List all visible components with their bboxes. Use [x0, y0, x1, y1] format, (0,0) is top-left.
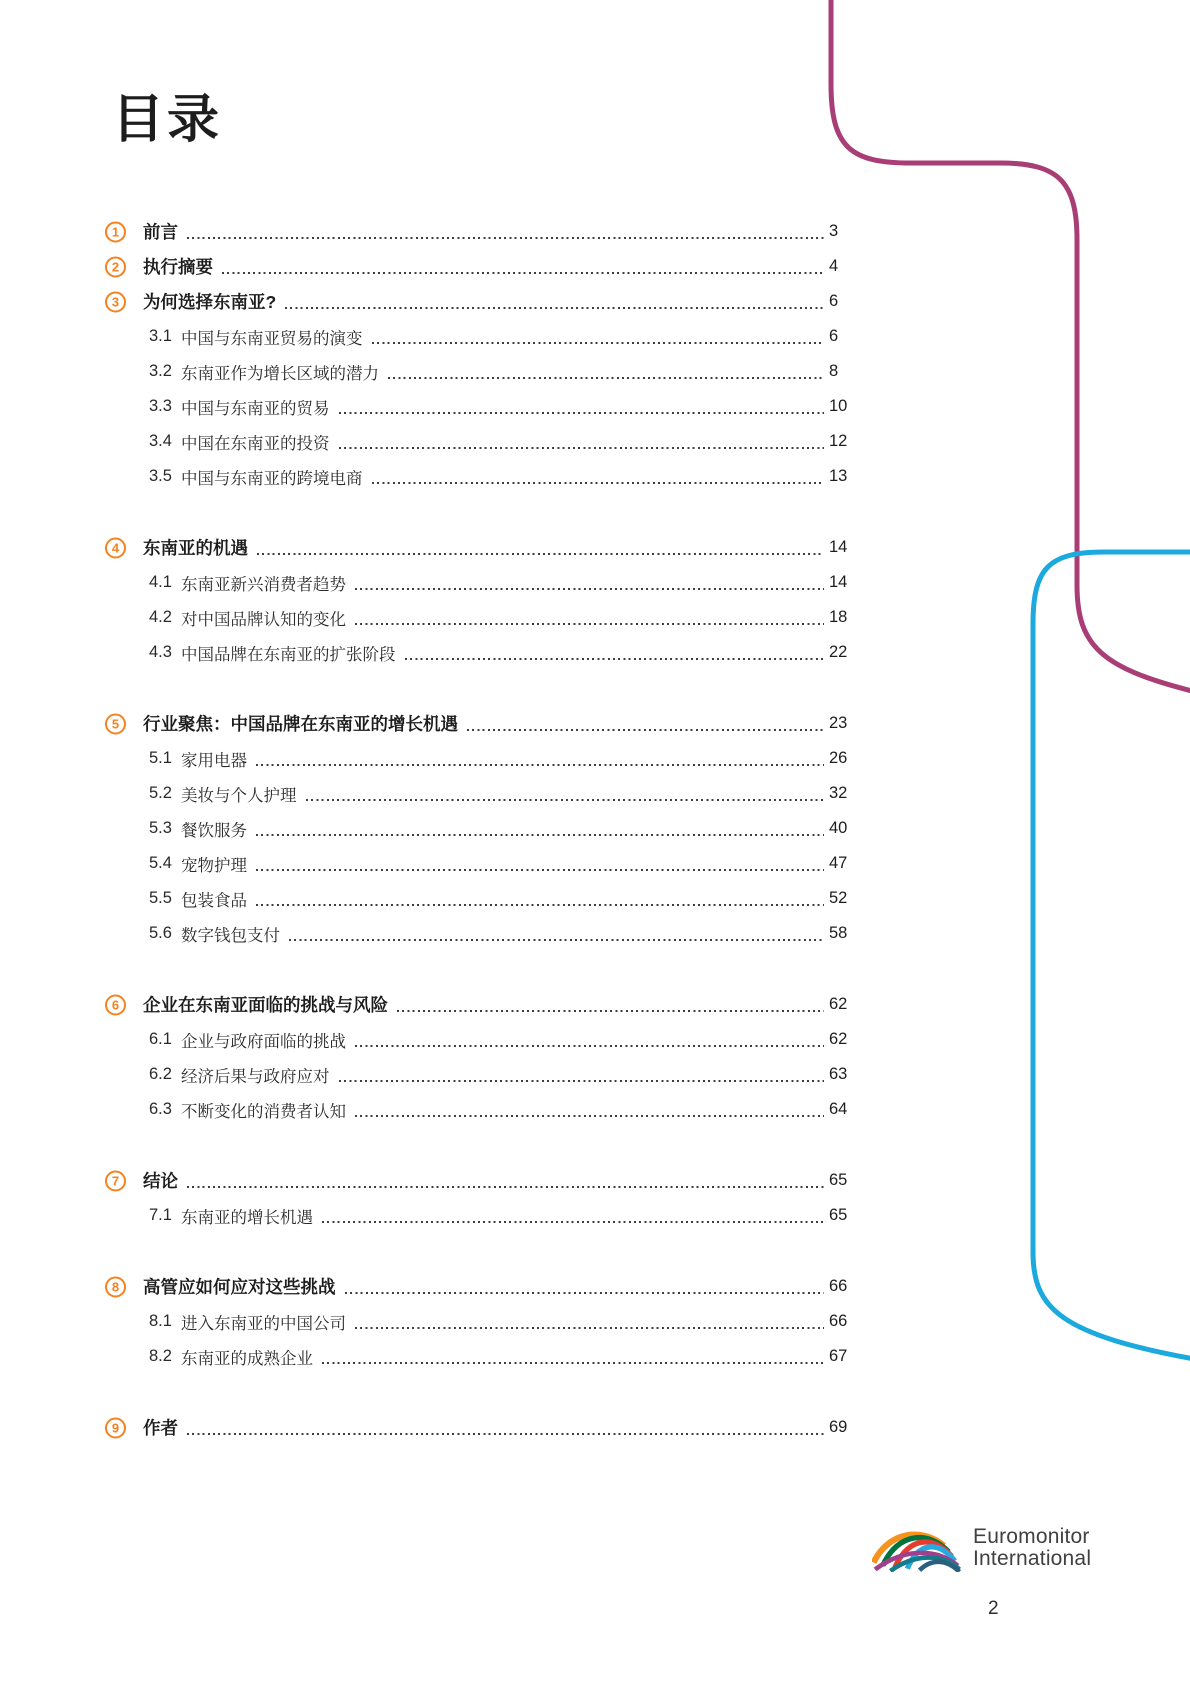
section-label: 结论: [143, 1171, 178, 1191]
subsection-label: 企业与政府面临的挑战: [181, 1032, 346, 1051]
magenta-curve: [831, 0, 1190, 693]
subsection-number: 6.3: [149, 1100, 172, 1118]
toc-entry-8[interactable]: [111, 1269, 859, 1304]
dot-leader: [187, 237, 824, 239]
subsection-label: 中国在东南亚的投资: [181, 434, 330, 453]
dot-leader: [339, 1080, 825, 1082]
dot-leader: [372, 342, 825, 344]
dot-leader: [289, 939, 824, 941]
subsection-number: 3.4: [149, 432, 172, 450]
subsection-label: 餐饮服务: [181, 821, 247, 840]
toc-entry-3.2[interactable]: [143, 354, 859, 389]
toc-entry-6.2[interactable]: [143, 1057, 859, 1092]
subsection-label: 数字钱包支付: [181, 926, 280, 945]
toc-section-2: [111, 249, 859, 284]
toc-entry-6.3[interactable]: [143, 1092, 859, 1127]
toc-section-8: [111, 1269, 859, 1374]
subsection-number: 6.1: [149, 1030, 172, 1048]
section-number-badge: 4: [105, 537, 126, 558]
toc-list: [111, 214, 859, 1445]
toc-entry-5.1[interactable]: [143, 741, 859, 776]
subsection-label: 宠物护理: [181, 856, 247, 875]
page-number: 6: [829, 327, 839, 345]
dot-leader: [339, 412, 825, 414]
page-number: 4: [829, 257, 839, 275]
subsection-number: 4.1: [149, 573, 172, 591]
subsection-label: 包装食品: [181, 891, 247, 910]
toc-entry-7[interactable]: [111, 1163, 859, 1198]
toc-entry-5.6[interactable]: [143, 916, 859, 951]
section-label: 作者: [143, 1418, 178, 1438]
dot-leader: [187, 1186, 824, 1188]
subsection-number: 5.5: [149, 889, 172, 907]
section-number-badge: 9: [105, 1417, 126, 1438]
section-label: 高管应如何应对这些挑战: [143, 1277, 336, 1297]
dot-leader: [372, 482, 825, 484]
toc-entry-4[interactable]: [111, 530, 859, 565]
subsection-number: 7.1: [149, 1206, 172, 1224]
dot-leader: [388, 377, 824, 379]
dot-leader: [355, 1327, 824, 1329]
subsection-label: 进入东南亚的中国公司: [181, 1314, 346, 1333]
toc-entry-4.1[interactable]: [143, 565, 859, 600]
subsection-label: 对中国品牌认知的变化: [181, 610, 346, 629]
footer-logo: [872, 1524, 1091, 1572]
subsection-number: 5.1: [149, 749, 172, 767]
page-number: 66: [829, 1312, 848, 1330]
page-number: 14: [829, 538, 848, 556]
dot-leader: [306, 799, 825, 801]
subsection-number: 3.5: [149, 467, 172, 485]
toc-section-1: [111, 214, 859, 249]
page-number: 18: [829, 608, 848, 626]
dot-leader: [256, 834, 824, 836]
dot-leader: [405, 658, 825, 660]
toc-section-9: [111, 1410, 859, 1445]
page-number: 32: [829, 784, 848, 802]
dot-leader: [355, 1115, 824, 1117]
dot-leader: [187, 1433, 824, 1435]
dot-leader: [256, 869, 824, 871]
subsection-number: 4.2: [149, 608, 172, 626]
subsection-number: 3.2: [149, 362, 172, 380]
toc-entry-3.1[interactable]: [143, 319, 859, 354]
subsection-label: 中国品牌在东南亚的扩张阶段: [181, 645, 396, 664]
page-number: 62: [829, 1030, 848, 1048]
section-number-badge: 2: [105, 256, 126, 277]
toc-section-6: [111, 987, 859, 1127]
page-number: 65: [829, 1171, 848, 1189]
page-number: 26: [829, 749, 848, 767]
section-number-badge: 8: [105, 1276, 126, 1297]
subsection-number: 5.6: [149, 924, 172, 942]
dot-leader: [467, 729, 824, 731]
page-number: 22: [829, 643, 848, 661]
dot-leader: [322, 1362, 824, 1364]
page-number: 13: [829, 467, 848, 485]
toc-entry-3.3[interactable]: [143, 389, 859, 424]
page-number: 58: [829, 924, 848, 942]
folio-page-number: 2: [988, 1598, 999, 1619]
dot-leader: [355, 588, 824, 590]
subsection-label: 不断变化的消费者认知: [181, 1102, 346, 1121]
subsection-label: 经济后果与政府应对: [181, 1067, 330, 1086]
toc-entry-5.2[interactable]: [143, 776, 859, 811]
page-number: 66: [829, 1277, 848, 1295]
subsection-number: 5.4: [149, 854, 172, 872]
euromonitor-globe-arcs-icon: [872, 1524, 964, 1572]
page-number: 10: [829, 397, 848, 415]
section-number-badge: 3: [105, 291, 126, 312]
toc-entry-8.1[interactable]: [143, 1304, 859, 1339]
dot-leader: [339, 447, 825, 449]
toc-entry-8.2[interactable]: [143, 1339, 859, 1374]
subsection-label: 美妆与个人护理: [181, 786, 297, 805]
toc-entry-6.1[interactable]: [143, 1022, 859, 1057]
page-number: 63: [829, 1065, 848, 1083]
page-number: 3: [829, 222, 839, 240]
page-number: 40: [829, 819, 848, 837]
toc-entry-4.2[interactable]: [143, 600, 859, 635]
toc-entry-4.3[interactable]: [143, 635, 859, 670]
toc-entry-1[interactable]: [111, 214, 859, 249]
section-label: 企业在东南亚面临的挑战与风险: [143, 995, 388, 1015]
page-number: 67: [829, 1347, 848, 1365]
page-number: 12: [829, 432, 848, 450]
section-number-badge: 5: [105, 713, 126, 734]
subsection-number: 5.2: [149, 784, 172, 802]
dot-leader: [222, 272, 824, 274]
toc-section-5: [111, 706, 859, 951]
section-label: 前言: [143, 222, 178, 242]
toc-entry-5.4[interactable]: [143, 846, 859, 881]
page-number: 6: [829, 292, 839, 310]
page-number: 52: [829, 889, 848, 907]
toc-entry-3.4[interactable]: [143, 424, 859, 459]
subsection-label: 东南亚作为增长区域的潜力: [181, 364, 379, 383]
page-number: 62: [829, 995, 848, 1013]
subsection-label: 中国与东南亚的贸易: [181, 399, 330, 418]
page-number: 69: [829, 1418, 848, 1436]
logo-line-1: Euromonitor: [973, 1525, 1090, 1548]
section-label: 为何选择东南亚?: [143, 292, 277, 312]
page-title: 目录: [112, 91, 223, 149]
subsection-label: 中国与东南亚贸易的演变: [181, 329, 363, 348]
toc-section-4: [111, 530, 859, 670]
subsection-label: 家用电器: [181, 751, 247, 770]
subsection-number: 3.3: [149, 397, 172, 415]
toc-entry-6[interactable]: [111, 987, 859, 1022]
section-label: 执行摘要: [143, 257, 213, 277]
toc-entry-5.5[interactable]: [143, 881, 859, 916]
subsection-label: 中国与东南亚的跨境电商: [181, 469, 363, 488]
page-number: 14: [829, 573, 848, 591]
subsection-number: 8.1: [149, 1312, 172, 1330]
cyan-curve: [1033, 552, 1190, 1360]
subsection-label: 东南亚新兴消费者趋势: [181, 575, 346, 594]
page-number: 64: [829, 1100, 848, 1118]
dot-leader: [397, 1010, 824, 1012]
section-number-badge: 1: [105, 221, 126, 242]
dot-leader: [285, 307, 824, 309]
page-number: 47: [829, 854, 848, 872]
toc-section-7: [111, 1163, 859, 1233]
subsection-number: 8.2: [149, 1347, 172, 1365]
toc-entry-5.3[interactable]: [143, 811, 859, 846]
dot-leader: [256, 904, 824, 906]
logo-line-2: International: [973, 1547, 1092, 1570]
subsection-number: 6.2: [149, 1065, 172, 1083]
subsection-number: 4.3: [149, 643, 172, 661]
dot-leader: [257, 553, 824, 555]
page-number: 65: [829, 1206, 848, 1224]
section-number-badge: 7: [105, 1170, 126, 1191]
toc-entry-7.1[interactable]: [143, 1198, 859, 1233]
dot-leader: [355, 1045, 824, 1047]
subsection-label: 东南亚的增长机遇: [181, 1208, 313, 1227]
page-number: 23: [829, 714, 848, 732]
section-label: 东南亚的机遇: [143, 538, 248, 558]
toc-entry-2[interactable]: [111, 249, 859, 284]
toc-entry-5[interactable]: [111, 706, 859, 741]
toc-entry-3[interactable]: [111, 284, 859, 319]
dot-leader: [355, 623, 824, 625]
toc-section-3: [111, 284, 859, 494]
dot-leader: [256, 764, 824, 766]
dot-leader: [322, 1221, 824, 1223]
subsection-number: 5.3: [149, 819, 172, 837]
section-number-badge: 6: [105, 994, 126, 1015]
footer-logo-text: [973, 1526, 1091, 1570]
dot-leader: [345, 1292, 825, 1294]
toc-entry-3.5[interactable]: [143, 459, 859, 494]
subsection-number: 3.1: [149, 327, 172, 345]
toc-entry-9[interactable]: [111, 1410, 859, 1445]
subsection-label: 东南亚的成熟企业: [181, 1349, 313, 1368]
section-label: 行业聚焦：中国品牌在东南亚的增长机遇: [143, 714, 458, 734]
page-number: 8: [829, 362, 839, 380]
